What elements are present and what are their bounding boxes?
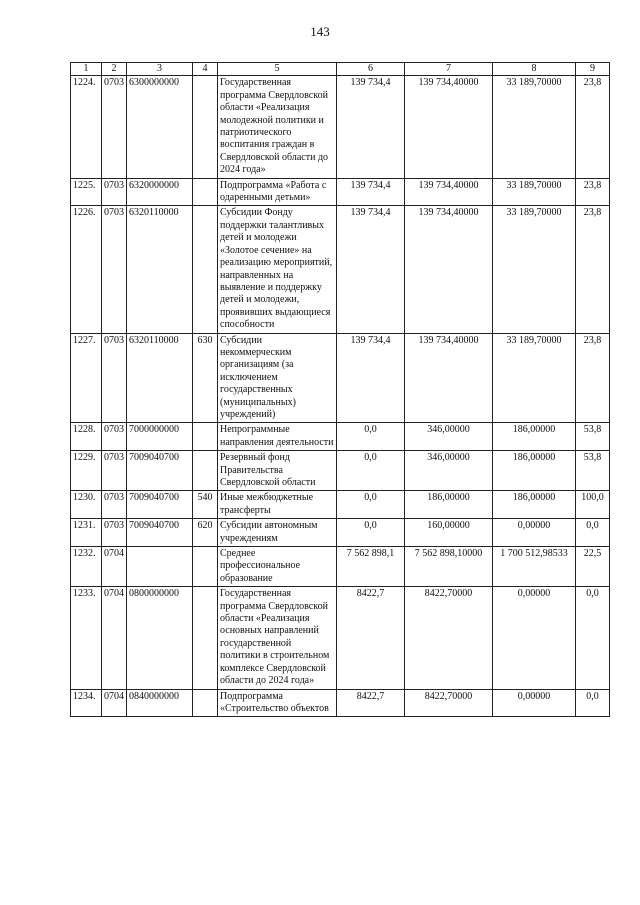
item-name: Субсидии автономным учреждениям xyxy=(218,519,337,547)
approved-amount: 139 734,4 xyxy=(337,333,405,423)
executed-amount: 1 700 512,98533 xyxy=(493,547,576,587)
section-code: 0703 xyxy=(102,178,127,206)
section-code: 0703 xyxy=(102,451,127,491)
col-header: 6 xyxy=(337,63,405,76)
target-article-code: 6320110000 xyxy=(127,206,193,333)
executed-amount: 186,00000 xyxy=(493,491,576,519)
refined-amount: 346,00000 xyxy=(405,451,493,491)
col-header: 9 xyxy=(576,63,610,76)
col-header: 5 xyxy=(218,63,337,76)
refined-amount: 160,00000 xyxy=(405,519,493,547)
section-code: 0703 xyxy=(102,206,127,333)
item-name: Субсидии некоммерческим организациям (за исключением государственных (муниципальных) учреждений) xyxy=(218,333,337,423)
refined-amount: 8422,70000 xyxy=(405,689,493,717)
expense-type-code xyxy=(193,206,218,333)
execution-percent: 53,8 xyxy=(576,451,610,491)
expense-type-code xyxy=(193,689,218,717)
col-header: 1 xyxy=(71,63,102,76)
expense-type-code: 630 xyxy=(193,333,218,423)
expense-type-code: 620 xyxy=(193,519,218,547)
executed-amount: 186,00000 xyxy=(493,451,576,491)
target-article-code: 6320110000 xyxy=(127,333,193,423)
executed-amount: 33 189,70000 xyxy=(493,76,576,178)
expense-type-code xyxy=(193,76,218,178)
executed-amount: 0,00000 xyxy=(493,587,576,689)
approved-amount: 8422,7 xyxy=(337,587,405,689)
table-row xyxy=(71,178,610,206)
table-header-row xyxy=(71,63,610,76)
execution-percent: 22,5 xyxy=(576,547,610,587)
target-article-code: 0800000000 xyxy=(127,587,193,689)
item-name: Субсидии Фонду поддержки талантливых детей и молодежи «Золотое сечение» на реализацию мероприятий, направленных на выявление и поддержку детей и молодежи, проявивших выдающиеся способности xyxy=(218,206,337,333)
table-row xyxy=(71,519,610,547)
refined-amount: 7 562 898,10000 xyxy=(405,547,493,587)
table-row xyxy=(71,206,610,333)
approved-amount: 139 734,4 xyxy=(337,206,405,333)
col-header: 2 xyxy=(102,63,127,76)
target-article-code: 6320000000 xyxy=(127,178,193,206)
row-number: 1225. xyxy=(71,178,102,206)
col-header: 7 xyxy=(405,63,493,76)
row-number: 1230. xyxy=(71,491,102,519)
target-article-code: 7009040700 xyxy=(127,451,193,491)
section-code: 0703 xyxy=(102,491,127,519)
refined-amount: 186,00000 xyxy=(405,491,493,519)
execution-percent: 0,0 xyxy=(576,689,610,717)
item-name: Резервный фонд Правительства Свердловской области xyxy=(218,451,337,491)
budget-table xyxy=(70,62,610,717)
refined-amount: 8422,70000 xyxy=(405,587,493,689)
expense-type-code xyxy=(193,587,218,689)
approved-amount: 139 734,4 xyxy=(337,76,405,178)
section-code: 0704 xyxy=(102,587,127,689)
row-number: 1227. xyxy=(71,333,102,423)
expense-type-code: 540 xyxy=(193,491,218,519)
col-header: 4 xyxy=(193,63,218,76)
section-code: 0704 xyxy=(102,689,127,717)
approved-amount: 0,0 xyxy=(337,519,405,547)
executed-amount: 186,00000 xyxy=(493,423,576,451)
row-number: 1234. xyxy=(71,689,102,717)
table-row xyxy=(71,689,610,717)
refined-amount: 139 734,40000 xyxy=(405,206,493,333)
item-name: Иные межбюджетные трансферты xyxy=(218,491,337,519)
approved-amount: 8422,7 xyxy=(337,689,405,717)
execution-percent: 23,8 xyxy=(576,333,610,423)
section-code: 0704 xyxy=(102,547,127,587)
col-header: 8 xyxy=(493,63,576,76)
row-number: 1229. xyxy=(71,451,102,491)
row-number: 1231. xyxy=(71,519,102,547)
refined-amount: 139 734,40000 xyxy=(405,76,493,178)
item-name: Государственная программа Свердловской области «Реализация основных направлений государственной политики в строительном комплексе Свердловской области до 2024 года» xyxy=(218,587,337,689)
target-article-code: 7009040700 xyxy=(127,491,193,519)
refined-amount: 139 734,40000 xyxy=(405,333,493,423)
table-row xyxy=(71,587,610,689)
approved-amount: 0,0 xyxy=(337,491,405,519)
row-number: 1233. xyxy=(71,587,102,689)
section-code: 0703 xyxy=(102,519,127,547)
executed-amount: 33 189,70000 xyxy=(493,178,576,206)
execution-percent: 0,0 xyxy=(576,519,610,547)
execution-percent: 23,8 xyxy=(576,178,610,206)
item-name: Подпрограмма «Строительство объектов xyxy=(218,689,337,717)
table-row xyxy=(71,423,610,451)
table-row xyxy=(71,451,610,491)
execution-percent: 100,0 xyxy=(576,491,610,519)
execution-percent: 23,8 xyxy=(576,76,610,178)
executed-amount: 33 189,70000 xyxy=(493,206,576,333)
target-article-code: 0840000000 xyxy=(127,689,193,717)
target-article-code xyxy=(127,547,193,587)
table-row xyxy=(71,76,610,178)
approved-amount: 0,0 xyxy=(337,451,405,491)
row-number: 1232. xyxy=(71,547,102,587)
item-name: Среднее профессиональное образование xyxy=(218,547,337,587)
section-code: 0703 xyxy=(102,76,127,178)
execution-percent: 53,8 xyxy=(576,423,610,451)
execution-percent: 0,0 xyxy=(576,587,610,689)
refined-amount: 139 734,40000 xyxy=(405,178,493,206)
execution-percent: 23,8 xyxy=(576,206,610,333)
table-row xyxy=(71,547,610,587)
approved-amount: 139 734,4 xyxy=(337,178,405,206)
expense-type-code xyxy=(193,547,218,587)
approved-amount: 0,0 xyxy=(337,423,405,451)
expense-type-code xyxy=(193,451,218,491)
row-number: 1224. xyxy=(71,76,102,178)
section-code: 0703 xyxy=(102,423,127,451)
col-header: 3 xyxy=(127,63,193,76)
refined-amount: 346,00000 xyxy=(405,423,493,451)
executed-amount: 33 189,70000 xyxy=(493,333,576,423)
approved-amount: 7 562 898,1 xyxy=(337,547,405,587)
page-number: 143 xyxy=(310,24,330,39)
expense-type-code xyxy=(193,178,218,206)
executed-amount: 0,00000 xyxy=(493,519,576,547)
item-name: Государственная программа Свердловской области «Реализация молодежной политики и патриотического воспитания граждан в Свердловской области до 2024 года» xyxy=(218,76,337,178)
table-row xyxy=(71,491,610,519)
table-row xyxy=(71,333,610,423)
row-number: 1226. xyxy=(71,206,102,333)
table-body xyxy=(71,76,610,717)
target-article-code: 6300000000 xyxy=(127,76,193,178)
item-name: Непрограммные направления деятельности xyxy=(218,423,337,451)
target-article-code: 7000000000 xyxy=(127,423,193,451)
section-code: 0703 xyxy=(102,333,127,423)
expense-type-code xyxy=(193,423,218,451)
row-number: 1228. xyxy=(71,423,102,451)
executed-amount: 0,00000 xyxy=(493,689,576,717)
item-name: Подпрограмма «Работа с одаренными детьми» xyxy=(218,178,337,206)
target-article-code: 7009040700 xyxy=(127,519,193,547)
